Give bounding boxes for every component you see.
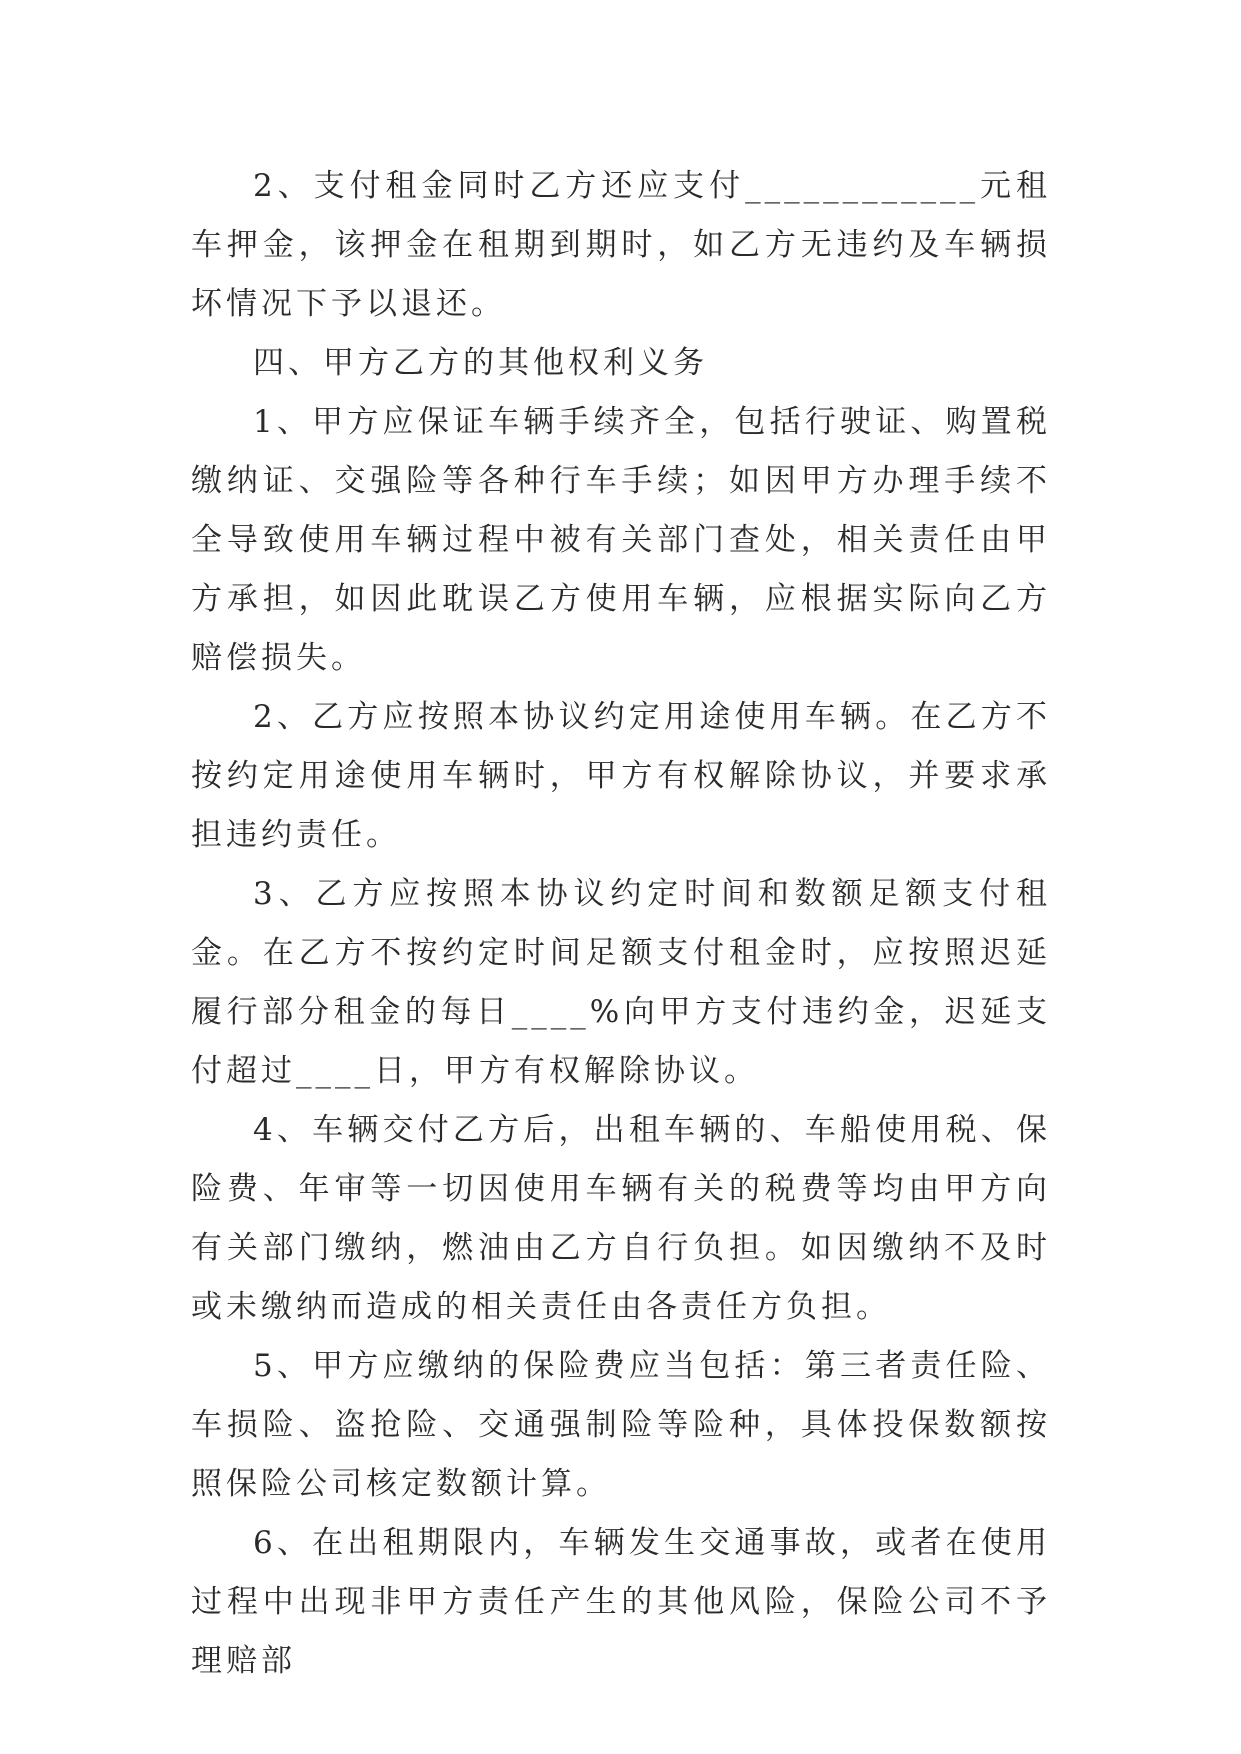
paragraph-clause-1: 1、甲方应保证车辆手续齐全，包括行驶证、购置税缴纳证、交强险等各种行车手续；如因甲方办理手续不全导致使用车辆过程中被有关部门查处，相关责任由甲方承担，如因此耽误乙方使用车辆，应根据实际向乙方赔偿损失。 xyxy=(191,404,1051,676)
paragraph-deposit: 2、支付租金同时乙方还应支付____________元租车押金，该押金在租期到期时，如乙方无违约及车辆损坏情况下予以退还。 xyxy=(191,168,1051,322)
paragraph-clause-5: 5、甲方应缴纳的保险费应当包括：第三者责任险、车损险、盗抢险、交通强制险等险种，具体投保数额按照保险公司核定数额计算。 xyxy=(191,1348,1051,1502)
section-heading-rights-obligations: 四、甲方乙方的其他权利义务 xyxy=(253,345,708,381)
paragraph-clause-3: 3、乙方应按照本协议约定时间和数额足额支付租金。在乙方不按约定时间足额支付租金时，应按照迟延履行部分租金的每日____%向甲方支付违约金，迟延支付超过____日，甲方有权解除协议。 xyxy=(191,876,1051,1089)
document-body xyxy=(191,157,1051,1691)
paragraph-clause-6: 6、在出租期限内，车辆发生交通事故，或者在使用过程中出现非甲方责任产生的其他风险，保险公司不予理赔部 xyxy=(191,1525,1051,1679)
paragraph-clause-4: 4、车辆交付乙方后，出租车辆的、车船使用税、保险费、年审等一切因使用车辆有关的税费等均由甲方向有关部门缴纳，燃油由乙方自行负担。如因缴纳不及时或未缴纳而造成的相关责任由各责任方负担。 xyxy=(191,1112,1051,1325)
paragraph-clause-2: 2、乙方应按照本协议约定用途使用车辆。在乙方不按约定用途使用车辆时，甲方有权解除协议，并要求承担违约责任。 xyxy=(191,699,1051,853)
